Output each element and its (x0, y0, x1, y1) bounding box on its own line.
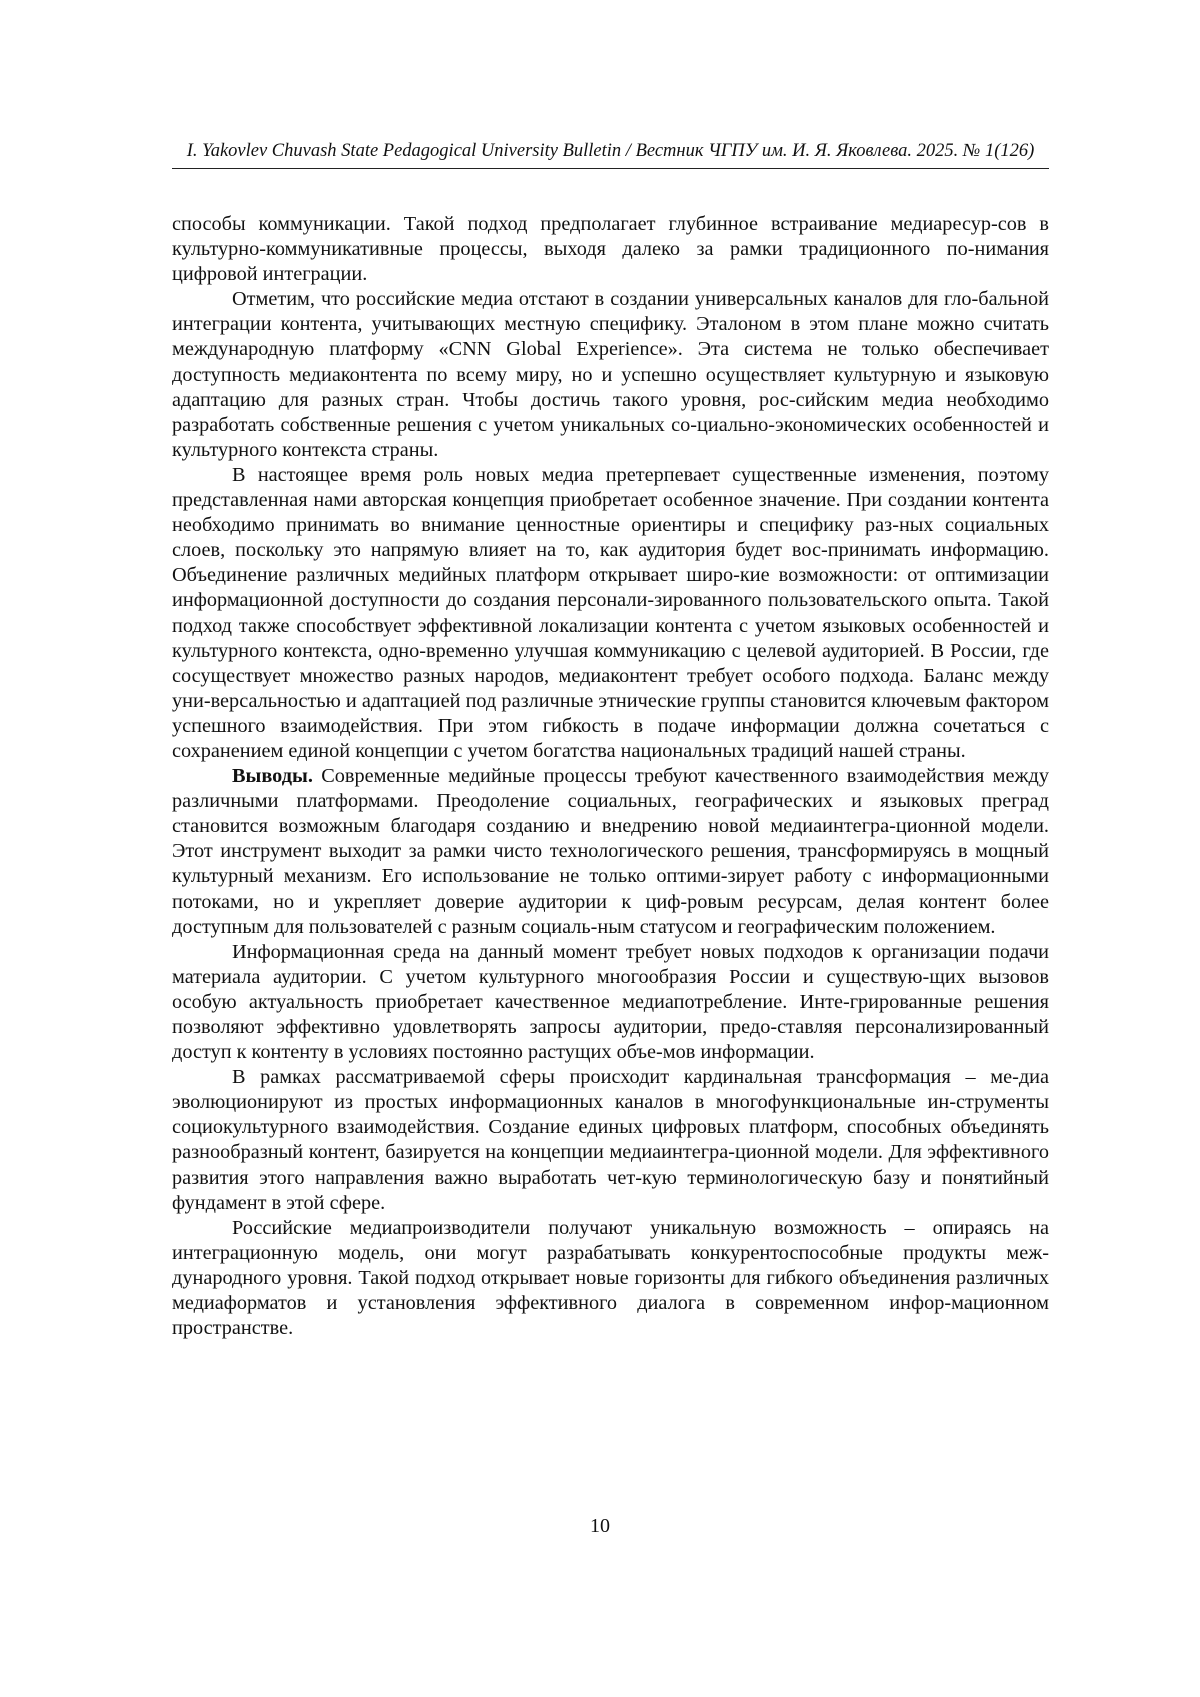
paragraph-media-producers (172, 1216, 1049, 1341)
header-rule (172, 168, 1049, 169)
paragraph-text: Информационная среда на данный момент требует новых подходов к организации подачи материала аудитории. С учетом культурного многообразия России и существую-щих вызовов особую актуальность приобретает качественное медиапотребление. Инте-грированные решения позволяют эффективно удовлетворять запросы аудитории, предо-ставляя персонализированный доступ к контенту в условиях постоянно растущих объе-мов информации. (172, 940, 1049, 1064)
paragraph-text: способы коммуникации. Такой подход предполагает глубинное встраивание медиаресур-сов в культурно-коммуникативные процессы, выходя далеко за рамки традиционного по-нимания цифровой интеграции. (172, 213, 1049, 286)
paragraph-continuation (172, 212, 1049, 287)
article-body (172, 212, 1049, 1341)
paragraph-text: В рамках рассматриваемой сферы происходит кардинальная трансформация – ме-диа эволюционируют из простых информационных каналов в многофункциональные ин-струменты социокультурного взаимодействия. Создание единых цифровых платформ, способных объединять разнообразный контент, базируется на концепции медиаинтегра-ционной модели. Для эффективного развития этого направления важно выработать чет-кую терминологическую базу и понятийный фундамент в этой сфере. (172, 1066, 1049, 1214)
conclusions-heading: Выводы. (232, 765, 313, 788)
paragraph-author-concept (172, 463, 1049, 764)
paragraph-cnn-example (172, 287, 1049, 463)
page-number: 10 (590, 1515, 610, 1537)
paragraph-text: Отметим, что российские медиа отстают в создании универсальных каналов для гло-бальной интеграции контента, учитывающих местную специфику. Эталоном в этом плане можно считать международную платформу «CNN Global Experience». Эта система не только обеспечивает доступность медиаконтента по всему миру, но и успешно осуществляет культурную и языковую адаптацию для разных стран. Чтобы достичь такого уровня, рос-сийским медиа необходимо разработать собственные решения с учетом уникальных со-циально-экономических особенностей и культурного контекста страны. (172, 288, 1049, 461)
paragraph-transformation (172, 1065, 1049, 1216)
paragraph-text: В настоящее время роль новых медиа претерпевает существенные изменения, поэтому представленная нами авторская концепция приобретает особенное значение. При создании контента необходимо принимать во внимание ценностные ориентиры и специфику раз-ных социальных слоев, поскольку это напрямую влияет на то, как аудитория будет вос-принимать информацию. Объединение различных медийных платформ открывает широ-кие возможности: от оптимизации информационной доступности до создания персонали-зированного пользовательского опыта. Такой подход также способствует эффективной локализации контента с учетом языковых особенностей и культурного контекста, одно-временно улучшая коммуникацию с целевой аудиторией. В России, где сосуществует множество разных народов, медиаконтент требует особого подхода. Баланс между уни-версальностью и адаптацией под различные этнические группы становится ключевым фактором успешного взаимодействия. При этом гибкость в подаче информации должна сочетаться с сохранением единой концепции с учетом богатства национальных традиций нашей страны. (172, 463, 1049, 762)
paragraph-information-environment (172, 940, 1049, 1065)
running-header: I. Yakovlev Chuvash State Pedagogical University Bulletin / Вестник ЧГПУ им. И. Я. Яковлева. 2025. № 1(126) (186, 141, 1035, 161)
paragraph-text: Российские медиапроизводители получают уникальную возможность – опираясь на интеграционную модель, они могут разрабатывать конкурентоспособные продукты меж-дународного уровня. Такой подход открывает новые горизонты для гибкого объединения различных медиаформатов и установления эффективного диалога в современном инфор-мационном пространстве. (172, 1216, 1049, 1340)
paragraph-conclusions (172, 764, 1049, 940)
paragraph-text: Современные медийные процессы требуют качественного взаимодействия между различными платформами. Преодоление социальных, географических и языковых преград становится возможным благодаря созданию и внедрению новой медиаинтегра-ционной модели. Этот инструмент выходит за рамки чисто технологического решения, трансформируясь в мощный культурный механизм. Его использование не только оптими-зирует работу с информационными потоками, но и укрепляет доверие аудитории к циф-ровым ресурсам, делая контент более доступным для пользователей с разным социаль-ным статусом и географическим положением. (172, 765, 1049, 938)
